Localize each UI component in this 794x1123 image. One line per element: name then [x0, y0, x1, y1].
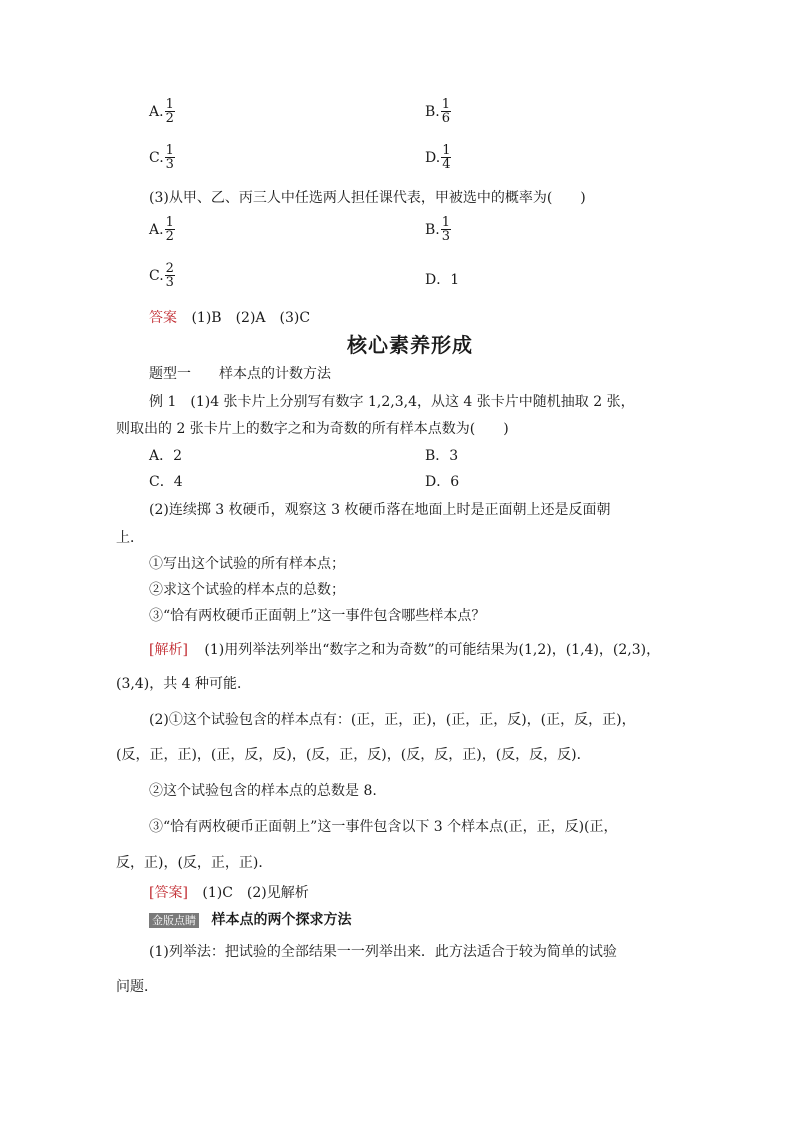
solution-line2: (3,4)，共 4 种可能．	[116, 676, 251, 692]
fraction	[165, 262, 175, 289]
q3-option-d: D．1	[425, 272, 460, 288]
solution-part3-line2: 反，正)，(反，正，正)．	[116, 855, 273, 871]
solution-label: [解析]	[149, 642, 188, 658]
example1-option-c: C．4	[149, 474, 183, 490]
denominator: 4	[442, 157, 451, 172]
numerator: 1	[441, 215, 451, 230]
type1-title: 题型一 样本点的计数方法	[149, 366, 331, 382]
option-letter: A.	[149, 221, 164, 238]
answer-text: (1)B (2)A (3)C	[191, 310, 311, 326]
solution-part2-line1: (2)①这个试验包含的样本点有：(正，正，正)，(正，正，反)，(正，反，正)，	[149, 712, 636, 728]
numerator: 2	[165, 261, 174, 276]
example1-option-b: B．3	[425, 448, 459, 464]
example1-option-a: A．2	[149, 448, 183, 464]
numerator: 1	[165, 215, 174, 230]
tip-title: 样本点的两个探求方法	[211, 912, 352, 928]
solution-part3-line1: ③“恰有两枚硬币正面朝上”这一事件包含以下 3 个样本点(正，正，反)(正，	[149, 819, 618, 835]
q2-option-a	[149, 98, 175, 125]
answer2-label: [答案]	[149, 885, 188, 901]
q2-option-d	[425, 144, 451, 171]
denominator: 3	[165, 275, 174, 290]
denominator: 3	[441, 229, 451, 244]
solution-text: (1)用列举法列举出“数字之和为奇数”的可能结果为(1,2)，(1,4)，(2,3)，	[204, 642, 661, 658]
fraction	[165, 216, 175, 243]
tip-header	[149, 910, 351, 930]
numerator: 1	[442, 143, 451, 158]
answer2-line	[149, 883, 309, 903]
option-letter: C.	[149, 149, 164, 166]
option-letter: C.	[149, 267, 164, 284]
tip-line1: (1)列举法：把试验的全部结果一一列举出来．此方法适合于较为简单的试验	[149, 944, 617, 960]
fraction	[441, 98, 451, 125]
example1-sub3: ③“恰有两枚硬币正面朝上”这一事件包含哪些样本点？	[149, 608, 486, 624]
q3-stem: (3)从甲、乙、丙三人中任选两人担任课代表，甲被选中的概率为( )	[149, 190, 586, 206]
solution-line1	[149, 640, 660, 660]
denominator: 2	[165, 229, 174, 244]
option-letter: B.	[425, 103, 440, 120]
option-letter: D.	[425, 149, 441, 166]
q2-option-c	[149, 144, 175, 171]
denominator: 6	[441, 111, 451, 126]
numerator: 1	[441, 97, 451, 112]
fraction	[165, 98, 175, 125]
example1-sub2: ②求这个试验的样本点的总数；	[149, 582, 345, 598]
fraction	[441, 216, 451, 243]
answer2-text: (1)C (2)见解析	[202, 885, 309, 901]
fraction	[165, 144, 175, 171]
solution-part2-total: ②这个试验包含的样本点的总数是 8.	[149, 783, 377, 799]
answer-line	[149, 308, 310, 328]
solution-part2-line2: (反，正，正)，(正，反，反)，(反，正，反)，(反，反，正)，(反，反，反)．	[116, 747, 591, 763]
fraction	[441, 144, 451, 171]
denominator: 2	[165, 111, 174, 126]
q3-option-a	[149, 216, 175, 243]
q3-option-c	[149, 262, 175, 289]
numerator: 1	[165, 143, 174, 158]
option-letter: A.	[149, 103, 164, 120]
example1-part2-line2: 上．	[116, 530, 144, 546]
example1-line2: 则取出的 2 张卡片上的数字之和为奇数的所有样本点数为( )	[116, 421, 509, 437]
example1-option-d: D．6	[425, 474, 460, 490]
section-title: 核心素养形成	[347, 333, 473, 357]
tip-line2: 问题．	[116, 979, 158, 995]
q3-option-b	[425, 216, 451, 243]
q2-option-b	[425, 98, 451, 125]
tip-badge: 金版点睛	[149, 913, 199, 928]
option-letter: B.	[425, 221, 440, 238]
answer-label: 答案	[149, 310, 177, 326]
example1-line1: 例 1 (1)4 张卡片上分别写有数字 1,2,3,4，从这 4 张卡片中随机抽取 2 张，	[149, 394, 635, 410]
example1-part2-line1: (2)连续掷 3 枚硬币，观察这 3 枚硬币落在地面上时是正面朝上还是反面朝	[149, 502, 611, 518]
example1-sub1: ①写出这个试验的所有样本点；	[149, 556, 345, 572]
numerator: 1	[165, 97, 174, 112]
denominator: 3	[165, 157, 174, 172]
